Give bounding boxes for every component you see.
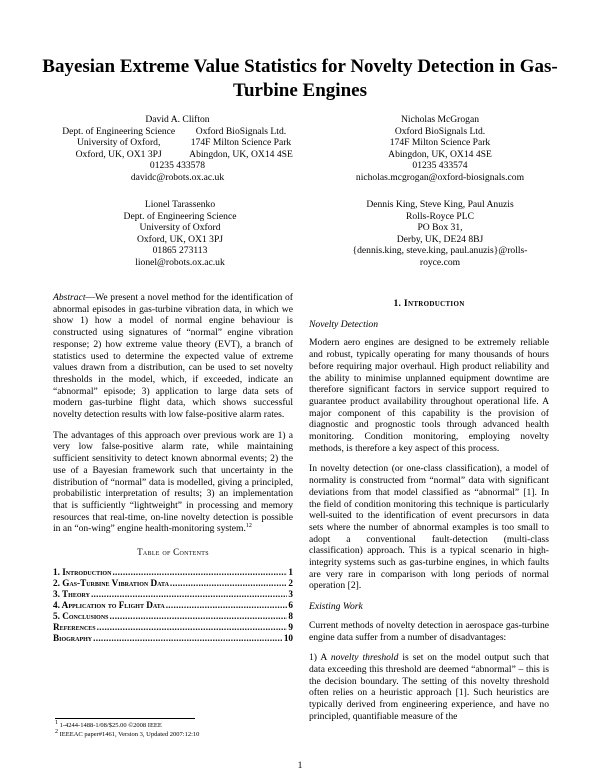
footnote-1: $^1$ 1-4244-1488-1/08/$25.00 ©2008 IEEE [55, 719, 162, 729]
author-block-rolls-royce: Dennis King, Steve King, Paul Anuzis Rolls-Royce PLC PO Box 31, Derby, UK, DE24 8BJ {dennis.king, steve.king, paul.anuzis}@rolls- royce.com [352, 199, 528, 268]
abstract-para2: The advantages of this approach over previous work are 1) a very low false-positive alarm rate, while maintaining sufficient sensitivity to detect known abnormal events; 2) the use of a Bayesian framework such that uncertainty in the distribution of “normal” data is modelled, giving a principled, probabilistic interpretation of results; 3) an implementation that is sufficiently “lightweight” in processing and memory resources that real-time, on-line novelty detection is possible in an “on-wing” engine health-monitoring system.$^{12}$ [53, 429, 293, 535]
subsection-heading-novelty: Novelty Detection [309, 318, 378, 330]
paragraph: In novelty detection (or one-class classification), a model of normality is constructed from “normal” data with significant deviations from that model classified as “abnormal” [1]. In the field of condition monitoring this technique is particularly well-suited to the identification of event precursors in data sets where the number of abnormal examples is too small to adopt a conventional fault-detection (multi-class classification) approach. This is a typical scenario in high-integrity systems such as gas-turbine engines, in which faults are very rare in comparison with long periods of normal operation [2]. [309, 463, 549, 592]
paragraph: Modern aero engines are designed to be extremely reliable and robust, typically operating for many thousands of hours before requiring major overhaul. High product reliability and the ability to minimise unplanned equipment downtime are therefore significant factors in service support required to guarantee product availability throughout operational life. A major component of this capability is the provision of diagnostic and prognostic tools through advanced health monitoring. Condition monitoring, employing novelty methods, is therefore a key aspect of this process. [309, 337, 549, 454]
affiliation-left: Dept. of Engineering Science University of Oxford, Oxford, UK, OX1 3PJ [62, 125, 176, 160]
toc-item[interactable]: 2. Gas-Turbine Vibration Data ..... 2 [53, 578, 293, 589]
abstract-label: Abstract [53, 292, 86, 303]
paragraph: Current methods of novelty detection in aerospace gas-turbine engine data suffer from a number of disadvantages: [309, 619, 549, 643]
table-of-contents [53, 567, 293, 644]
footnote-rule [55, 718, 195, 719]
toc-item[interactable]: 4. Application to Flight Data ..... 6 [53, 600, 293, 611]
author-phone: 01235 433578 [149, 160, 206, 172]
footnotes [55, 718, 295, 739]
toc-item[interactable]: 1. Introduction ..... 1 [53, 567, 293, 578]
paper-title: Bayesian Extreme Value Statistics for Novelty Detection in Gas-Turbine Engines [42, 56, 558, 101]
affiliation-right: Oxford BioSignals Ltd. 174F Milton Science Park Abingdon, UK, OX14 4SE [189, 125, 293, 160]
author-name: David A. Clifton [145, 114, 210, 125]
section-heading-introduction: 1. Introduction [393, 298, 465, 309]
subsection-heading-existing-work: Existing Work [309, 601, 363, 613]
author-block-clifton [45, 114, 310, 184]
toc-item[interactable]: Biography ..... 10 [53, 633, 293, 644]
author-email: davidc@robots.ox.ac.uk [130, 171, 225, 183]
toc-item[interactable]: 5. Conclusions ..... 8 [53, 611, 293, 622]
page-number: 1 [297, 760, 303, 771]
abstract [53, 292, 293, 421]
footnote-ref: 12 [245, 523, 252, 530]
abstract-text: —We present a novel method for the identification of abnormal episodes in gas-turbine vibration data, in which we show 1) how a model of normal engine behaviour is constructed using signatures of “normal” engine vibration response; 2) how extreme value theory (EVT), a branch of statistics used to determine the expected value of extreme values drawn from a distribution, can be used to set novelty thresholds in the model, which, if exceeded, indicate an “abnormal” episode; 3) application to large data sets of modern gas-turbine flight data, which shows successful novelty detection results with low false-positive alarm rates. [53, 292, 293, 421]
toc-item[interactable]: 3. Theory ..... 3 [53, 589, 293, 600]
paragraph: 1) A novelty threshold is set on the model output such that data exceeding this threshold are deemed “abnormal” – this is the decision boundary. The setting of this novelty threshold often relies on a heuristic approach [1]. Such heuristics are typically derived from engineering experience, and have no principled, quantifiable measure of the [309, 652, 549, 722]
left-column [53, 292, 293, 644]
toc-item[interactable]: References ..... 9 [53, 622, 293, 633]
author-block-tarassenko: Lionel Tarassenko Dept. of Engineering Science University of Oxford Oxford, UK, OX1 3PJ 01865 273113 lionel@robots.ox.ac.uk [123, 199, 237, 268]
right-column [309, 298, 549, 732]
author-block-mcgrogan: Nicholas McGrogan Oxford BioSignals Ltd. 174F Milton Science Park Abingdon, UK, OX14 4SE 01235 433574 nicholas.mcgrogan@oxford-biosignals.com [355, 114, 525, 183]
toc-title: Table of Contents [137, 547, 209, 558]
footnote-2: $^2$ IEEEAC paper#1461, Version 3, Updated 2007:12:10 [55, 728, 200, 738]
